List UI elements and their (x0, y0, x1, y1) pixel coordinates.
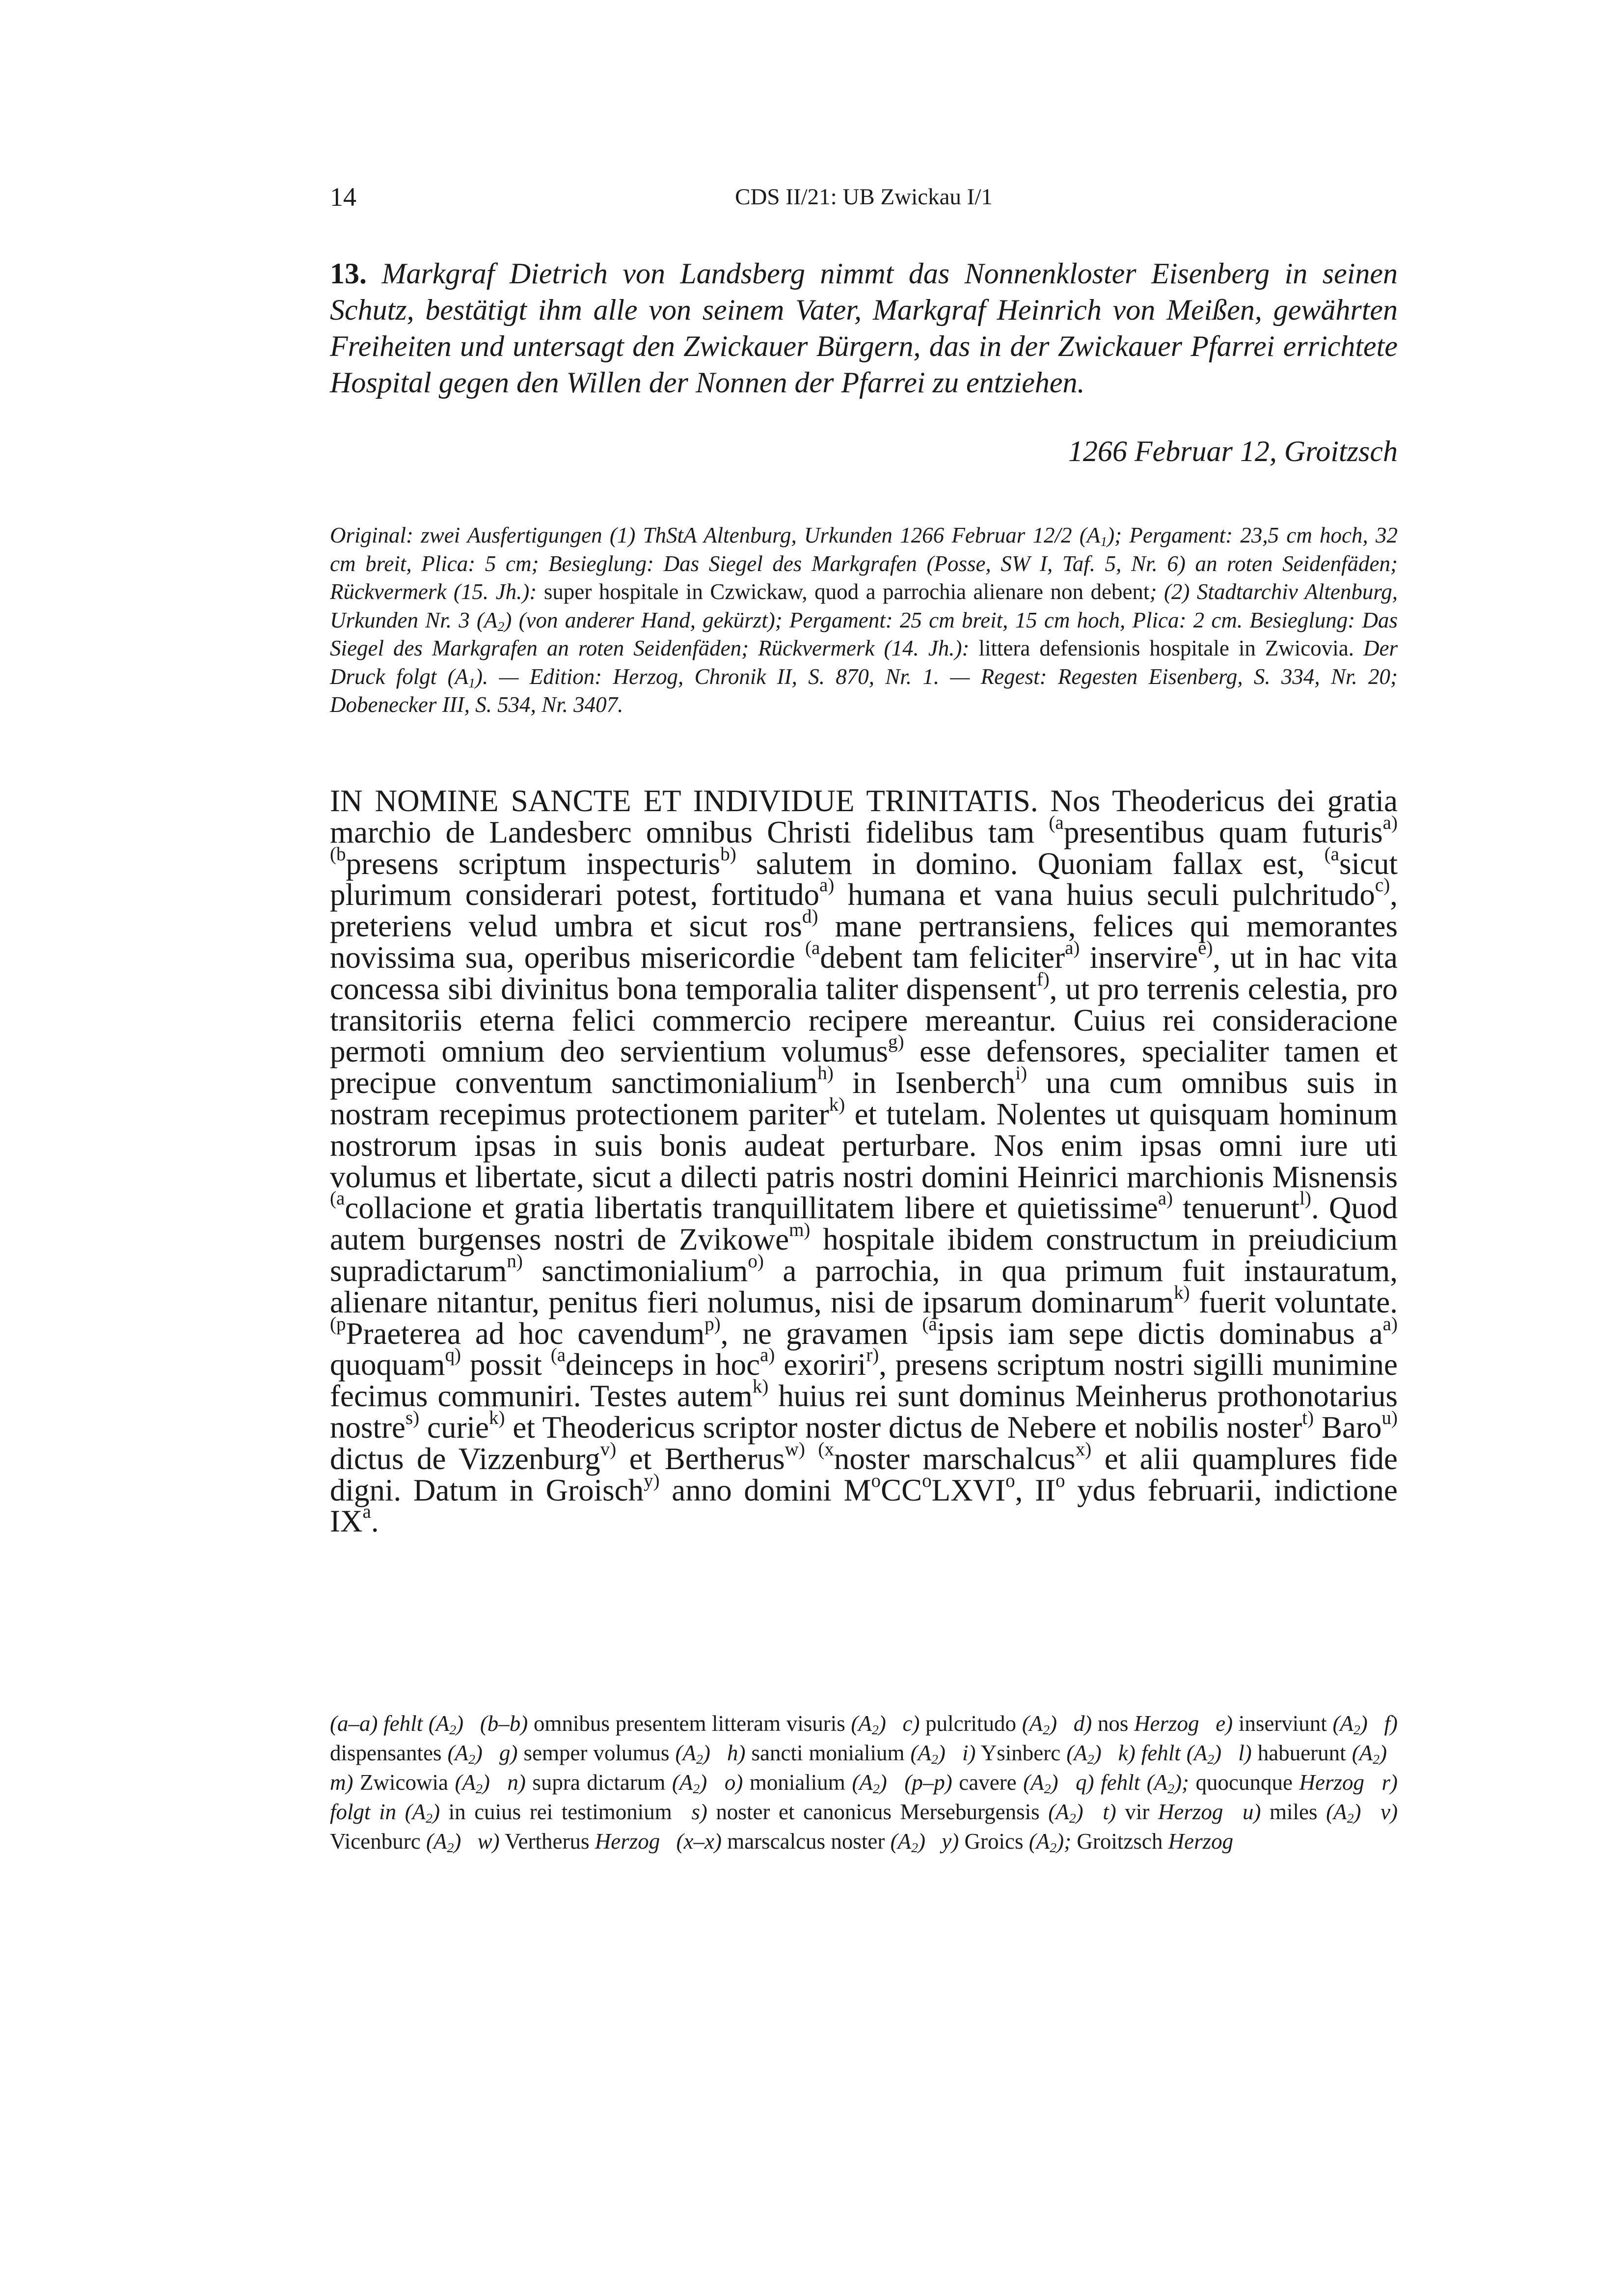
witness-subscript: 2 (1087, 1751, 1094, 1767)
charter-text-run: exoriri (775, 1347, 866, 1382)
footnote-text: fehlt (A (1101, 1770, 1168, 1795)
footnote-text: in cuius rei testimonium (448, 1800, 672, 1824)
witness-subscript: 2 (1347, 1810, 1354, 1826)
footnote-reference: (a (1324, 843, 1339, 865)
footnote-entry (1076, 1770, 1364, 1795)
footnote-text: inserviunt (1238, 1711, 1333, 1736)
document-summary: Markgraf Dietrich von Landsberg nimmt das Nonnenkloster Eisenberg in seinen Schutz, bestätigt ihm alle von seinem Vater, Markgraf Heinrich von Meißen, gewährten Freiheiten und untersagt den Zwickauer Bürgern, das in der Zwickauer Pfarrei errichtete Hospital gegen den Willen der Nonnen der Pfarrei zu entziehen. (330, 257, 1398, 399)
footnote-text: noster et canonicus Merseburgensis (716, 1800, 1049, 1824)
charter-text-run: , II (1015, 1473, 1055, 1507)
apparatus-text: Original: zwei Ausfertigungen (1) ThStA Altenburg, Urkunden 1266 Februar 12/2 (A (330, 523, 1101, 547)
witness-subscript: 2 (1050, 1840, 1057, 1856)
charter-text-run: quoquam (330, 1347, 445, 1382)
charter-text-run: humana et vana huius seculi pulchritudo (834, 877, 1375, 912)
charter-text-run: . (371, 1504, 379, 1539)
footnote-reference: u) (1381, 1407, 1398, 1428)
footnote-text: Ysinberc (980, 1741, 1067, 1765)
footnote-marker: g) (499, 1741, 518, 1765)
footnote-reference: (a (330, 1188, 345, 1209)
footnote-text: (A (447, 1741, 468, 1765)
footnote-marker: e) (1216, 1711, 1233, 1736)
footnote-text: ) (879, 1770, 887, 1795)
footnote-marker: y) (942, 1829, 959, 1854)
footnote-text: (A (910, 1741, 931, 1765)
running-head: CDS II/21: UB Zwickau I/1 (735, 184, 993, 210)
charter-text-run: curie (419, 1410, 489, 1445)
footnote-text: Herzog (595, 1829, 660, 1854)
witness-subscript: 2 (426, 1810, 433, 1826)
charter-text-run: inservire (1080, 940, 1198, 975)
footnote-reference: n) (507, 1250, 523, 1272)
charter-text-run: IN NOMINE SANCTE ET INDIVIDUE TRINITATIS. Nos Theodericus dei gratia marchio de Landesberc omnibus Christi fidelibus tam (330, 784, 1398, 849)
charter-text-run: ipsis iam sepe dictis dominabus a (937, 1316, 1383, 1351)
charter-text-run: una cum omnibus suis in nostram recepimus protectionem pariter (330, 1066, 1398, 1131)
footnote-reference: o) (748, 1250, 764, 1272)
charter-text-run: tenuerunt (1173, 1191, 1300, 1226)
footnote-text: folgt in (A (330, 1800, 426, 1824)
footnote-reference: h) (817, 1063, 834, 1084)
witness-subscript: 2 (911, 1840, 919, 1856)
footnote-text: (A (851, 1711, 872, 1736)
footnote-entry (330, 1711, 463, 1736)
witness-subscript: 2 (871, 1722, 879, 1738)
footnote-text: (A (1028, 1829, 1050, 1854)
page-number: 14 (330, 182, 356, 212)
source-apparatus (330, 521, 1398, 719)
witness-subscript: 1 (1100, 534, 1108, 549)
footnote-reference: a (362, 1501, 371, 1523)
charter-text-run: a parrochia, in qua primum fuit instauratum, alienare nitantur, penitus fieri nolumus, nisi de ipsarum dominarum (330, 1253, 1398, 1319)
footnote-reference: (a (1049, 812, 1064, 833)
footnote-text: (A (1326, 1800, 1347, 1824)
footnote-reference: (p (330, 1313, 346, 1335)
footnote-text: (A (1332, 1711, 1353, 1736)
footnote-text: Herzog (1299, 1770, 1365, 1795)
footnote-reference: d) (802, 906, 818, 928)
footnote-entry (676, 1829, 926, 1854)
footnote-text: ) (433, 1800, 449, 1824)
footnote-entry (962, 1741, 1102, 1765)
footnote-text: (A (1352, 1741, 1373, 1765)
charter-text-run: presentibus quam futuris (1063, 815, 1383, 849)
footnote-reference: a) (1382, 812, 1398, 833)
footnote-text: marscalcus noster (727, 1829, 891, 1854)
footnote-reference: t) (1302, 1407, 1314, 1428)
charter-text-run: et alii quamplures fide digni. Datum in Groisch (330, 1441, 1398, 1507)
charter-text-run: . Quod autem burgenses nostri de Zvikowe (330, 1191, 1398, 1257)
footnote-entry (1238, 1741, 1387, 1765)
footnote-text: (A (675, 1741, 696, 1765)
charter-text-run: , ut pro terrenis celestia, pro transitoriis eterna felici commercio recipere mereantur. Cuius rei consideracione permoti omnium deo servientium volumus (330, 971, 1398, 1069)
apparatus-text: ; (2) Stadtarchiv Altenburg, Urkunden Nr. 3 (A (330, 579, 1398, 632)
charter-text-run: , ne gravamen (720, 1316, 922, 1351)
footnote-reference: o (1055, 1470, 1065, 1491)
footnote-reference: p) (704, 1313, 721, 1335)
footnote-text: (A (1066, 1741, 1087, 1765)
charter-text-run: deinceps in hoc (566, 1347, 760, 1382)
footnote-reference: (a (550, 1344, 566, 1366)
footnote-marker: k) (1118, 1741, 1136, 1765)
document-heading (330, 255, 1398, 401)
footnote-reference: x) (1075, 1438, 1092, 1460)
footnote-text: ) (1380, 1741, 1387, 1765)
footnote-text: fehlt (A (1141, 1741, 1208, 1765)
charter-text-run (805, 1442, 818, 1476)
footnote-entry (1118, 1741, 1221, 1765)
footnote-entry (727, 1741, 946, 1765)
footnote-entry (507, 1770, 707, 1795)
charter-text-run: LXVI (931, 1473, 1006, 1507)
charter-text-run: et tutelam. Nolentes ut quisquam hominum nostrorum ipsas in suis bonis audeat perturbare. Nos enim ipsas omni iure uti volumus et libertate, sicut a dilecti patris nostri domini Heinrici marchionis Misnensis (330, 1096, 1398, 1194)
footnote-text: ) (1094, 1741, 1102, 1765)
witness-subscript: 2 (447, 1840, 454, 1856)
footnote-text: ) (1353, 1800, 1361, 1824)
footnote-text: (A (1048, 1800, 1069, 1824)
charter-text-run: esse defensores, specialiter tamen et precipue conventum sanctimonialium (330, 1034, 1398, 1100)
footnote-text: Herzog (1168, 1829, 1234, 1854)
footnote-entry (330, 1770, 490, 1795)
footnote-reference: i) (1015, 1063, 1028, 1084)
footnote-text: quocunque (1195, 1770, 1299, 1795)
footnote-reference: (a (922, 1313, 937, 1335)
footnote-text: miles (1270, 1800, 1326, 1824)
footnote-text: ) (1050, 1711, 1057, 1736)
footnote-text: ) (482, 1770, 490, 1795)
witness-subscript: 2 (497, 619, 505, 634)
footnote-text: habuerunt (1257, 1741, 1352, 1765)
charter-text-run: , preteriens velud umbra et sicut ros (330, 877, 1398, 944)
footnote-reference: r) (866, 1344, 879, 1366)
footnote-text: Vicenburc (330, 1829, 426, 1854)
footnote-text: ) (700, 1770, 707, 1795)
footnote-reference: a) (1382, 1313, 1398, 1335)
footnote-marker: q) (1076, 1770, 1094, 1795)
witness-subscript: 1 (468, 675, 475, 691)
footnote-entry (1074, 1711, 1199, 1736)
witness-subscript: 2 (693, 1781, 700, 1797)
footnotes (330, 1709, 1398, 1856)
footnote-text: (A (1022, 1711, 1043, 1736)
charter-text-run: noster marschalcus (834, 1441, 1076, 1476)
footnote-reference: o (871, 1470, 881, 1491)
footnote-reference: g) (888, 1031, 904, 1053)
apparatus-text: Der Druck folgt (A (330, 636, 1398, 689)
footnote-text: Groics (964, 1829, 1029, 1854)
date-place-line: 1266 Februar 12, Groitzsch (1068, 435, 1398, 467)
footnote-text: ) (1076, 1800, 1083, 1824)
footnote-reference: (x (818, 1438, 834, 1460)
footnote-reference: o (1005, 1470, 1015, 1491)
charter-text-run: debent tam feliciter (820, 940, 1065, 975)
charter-text-run: anno domini M (659, 1473, 871, 1507)
page-header (330, 182, 1398, 216)
footnote-reference: a) (1158, 1188, 1173, 1209)
footnote-reference: s) (405, 1407, 420, 1428)
document-number: 13. (330, 257, 367, 290)
footnote-marker: h) (727, 1741, 746, 1765)
witness-subscript: 2 (1373, 1751, 1380, 1767)
footnote-entry (478, 1829, 660, 1854)
footnote-entry (1103, 1800, 1223, 1824)
footnote-marker: c) (902, 1711, 920, 1736)
footnote-reference: a) (819, 875, 835, 896)
footnote-text: (A (1023, 1770, 1044, 1795)
apparatus-text: ). — Edition: Herzog, Chronik II, S. 870, Nr. 1. — Regest: Regesten Eisenberg, S. 334, Nr. 20; Dobenecker III, S. 534, Nr. 3407. (330, 664, 1398, 717)
charter-text-run: Baro (1314, 1410, 1382, 1445)
witness-subscript: 2 (1043, 1722, 1050, 1738)
footnote-entry (1216, 1711, 1368, 1736)
footnote-text: (A (852, 1770, 873, 1795)
footnote-text: ) (454, 1829, 461, 1854)
footnote-reference: k) (752, 1376, 769, 1397)
footnote-reference: y) (644, 1470, 660, 1491)
witness-subscript: 2 (1207, 1751, 1215, 1767)
footnote-marker: t) (1103, 1800, 1116, 1824)
footnote-reference: f) (1036, 968, 1050, 990)
witness-subscript: 2 (468, 1751, 475, 1767)
footnote-marker: (a–a) (330, 1711, 378, 1736)
footnote-text: (A (890, 1829, 912, 1854)
apparatus-text: ) (von anderer Hand, gekürzt); Pergament: 25 cm breit, 15 cm hoch, Plica: 2 cm. Besieglung: Das Siegel des Markgrafen an roten Seidenfäden; Rückvermerk (14. Jh.): (330, 607, 1398, 660)
footnote-text: Zwicowia (360, 1770, 455, 1795)
footnote-text: ) (878, 1711, 886, 1736)
footnote-marker: (b–b) (480, 1711, 528, 1736)
footnote-reference: m) (789, 1219, 811, 1241)
charter-text-run: presens scriptum inspecturis (346, 846, 721, 881)
footnote-reference: w) (784, 1438, 805, 1460)
footnote-marker: v) (1380, 1800, 1398, 1824)
footnote-text: ) (918, 1829, 926, 1854)
footnote-reference: a) (1065, 937, 1080, 958)
footnote-marker: (p–p) (904, 1770, 952, 1795)
footnote-text: ) (1051, 1770, 1058, 1795)
footnote-reference: (b (330, 843, 346, 865)
footnote-text: ) (703, 1741, 710, 1765)
footnote-text: (A (455, 1770, 476, 1795)
witness-subscript: 2 (1044, 1781, 1051, 1797)
charter-text-run: collacione et gratia libertatis tranquillitatem libere et quietissime (345, 1191, 1158, 1226)
charter-text-run: Praeterea ad hoc cavendum (346, 1316, 705, 1351)
witness-subscript: 2 (1353, 1722, 1360, 1738)
witness-subscript: 2 (449, 1722, 457, 1738)
footnote-text: ); (1174, 1770, 1196, 1795)
charter-text-run: salutem in domino. Quoniam fallax est, (736, 846, 1325, 881)
footnote-reference: q) (445, 1344, 461, 1366)
footnote-entry (480, 1711, 886, 1736)
charter-text-run: dictus de Vizzenburg (330, 1441, 600, 1476)
footnote-marker: n) (507, 1770, 526, 1795)
charter-text (330, 786, 1398, 1537)
footnote-marker: w) (477, 1829, 500, 1854)
footnote-entry (499, 1741, 710, 1765)
footnote-reference: c) (1375, 875, 1390, 896)
charter-text-run: CC (881, 1473, 922, 1507)
footnote-marker: i) (962, 1741, 976, 1765)
footnote-entry (904, 1770, 1058, 1795)
footnote-entry (1243, 1800, 1361, 1824)
charter-text-run: , presens scriptum nostri sigilli munimine fecimus communiri. Testes autem (330, 1347, 1398, 1414)
footnote-marker: (x–x) (676, 1829, 722, 1854)
footnote-marker: m) (330, 1770, 353, 1795)
footnote-text: ); (1056, 1829, 1077, 1854)
charter-text-run: in Isenberch (833, 1066, 1016, 1100)
footnote-text: fehlt (A (383, 1711, 450, 1736)
footnote-text: cavere (959, 1770, 1024, 1795)
charter-text-run: fuerit voluntate. (1190, 1285, 1398, 1319)
footnote-text: Vertherus (505, 1829, 595, 1854)
footnote-marker: r) (1381, 1770, 1398, 1795)
charter-text-run: sicut plurimum considerari potest, fortitudo (330, 846, 1398, 912)
footnote-text: nos (1097, 1711, 1135, 1736)
footnote-entry (942, 1829, 1233, 1854)
footnote-reference: k) (829, 1093, 845, 1115)
footnote-text: (A (672, 1770, 693, 1795)
footnote-text: sancti monialium (751, 1741, 911, 1765)
charter-text-run: ydus februarii, indictione IX (330, 1473, 1398, 1539)
charter-text-run: hospitale ibidem constructum in preiudicium supradictarum (330, 1222, 1398, 1288)
witness-subscript: 2 (872, 1781, 880, 1797)
footnote-reference: o (922, 1470, 932, 1491)
charter-text-run: , ut in hac vita concessa sibi divinitus bona temporalia taliter dispensent (330, 940, 1398, 1006)
footnote-text: ) (475, 1741, 483, 1765)
charter-text-run: possit (461, 1347, 551, 1382)
footnote-text: omnibus presentem litteram visuris (533, 1711, 851, 1736)
footnote-entry (902, 1711, 1057, 1736)
footnote-text: ) (456, 1711, 464, 1736)
footnote-entry (691, 1800, 1083, 1824)
witness-subscript: 2 (1069, 1810, 1076, 1826)
footnote-text: Herzog (1158, 1800, 1223, 1824)
footnote-marker: o) (724, 1770, 743, 1795)
apparatus-text: super hospitale in Czwickaw, quod a parrochia alienare non debent (543, 579, 1150, 604)
footnote-marker: u) (1242, 1800, 1261, 1824)
footnote-text: ) (1214, 1741, 1222, 1765)
footnote-text: (A (426, 1829, 447, 1854)
footnote-reference: a) (760, 1344, 775, 1366)
witness-subscript: 2 (696, 1751, 703, 1767)
footnote-marker: s) (691, 1800, 707, 1824)
footnote-text: pulcritudo (925, 1711, 1022, 1736)
footnote-reference: k) (1174, 1282, 1190, 1303)
footnote-reference: (a (805, 937, 820, 958)
footnote-reference: e) (1198, 937, 1213, 958)
charter-text-run: et Bertherus (616, 1441, 785, 1476)
apparatus-text: littera defensionis hospitale in Zwicovia. (978, 636, 1364, 660)
charter-text-run: sanctimonialium (522, 1253, 748, 1288)
charter-text-run: et Theodericus scriptor noster dictus de Nebere et nobilis noster (505, 1410, 1302, 1445)
footnote-marker: f) (1384, 1711, 1398, 1736)
footnote-text: Groitzsch (1077, 1829, 1168, 1854)
charter-text-run: mane pertransiens, felices qui memorantes novissima sua, operibus misericordie (330, 909, 1398, 975)
charter-paragraph (330, 786, 1398, 1537)
charter-text-run: huius rei sunt dominus Meinherus prothonotarius nostre (330, 1379, 1398, 1445)
footnote-entry (725, 1770, 887, 1795)
footnote-text: ) (938, 1741, 946, 1765)
witness-subscript: 2 (931, 1751, 938, 1767)
footnote-text: supra dictarum (532, 1770, 672, 1795)
footnote-reference: v) (600, 1438, 617, 1460)
apparatus-text: ); Pergament: 23,5 cm hoch, 32 cm breit, Plica: 5 cm; Besieglung: Das Siegel des Markgrafen (Posse, SW I, Taf. 5, Nr. 6) an roten Seidenfäden; Rückvermerk (15. Jh.): (330, 523, 1398, 604)
footnote-reference: b) (720, 843, 736, 865)
footnote-text: monialium (749, 1770, 852, 1795)
footnote-text: ) (1360, 1711, 1368, 1736)
footnote-reference: l) (1299, 1188, 1312, 1209)
footnote-marker: l) (1238, 1741, 1252, 1765)
footnote-marker: d) (1073, 1711, 1092, 1736)
witness-subscript: 2 (475, 1781, 483, 1797)
footnote-text: semper volumus (523, 1741, 676, 1765)
footnote-reference: k) (488, 1407, 505, 1428)
footnote-text: dispensantes (330, 1741, 448, 1765)
footnote-text: Herzog (1134, 1711, 1199, 1736)
witness-subscript: 2 (1167, 1781, 1175, 1797)
footnote-text: vir (1125, 1800, 1158, 1824)
